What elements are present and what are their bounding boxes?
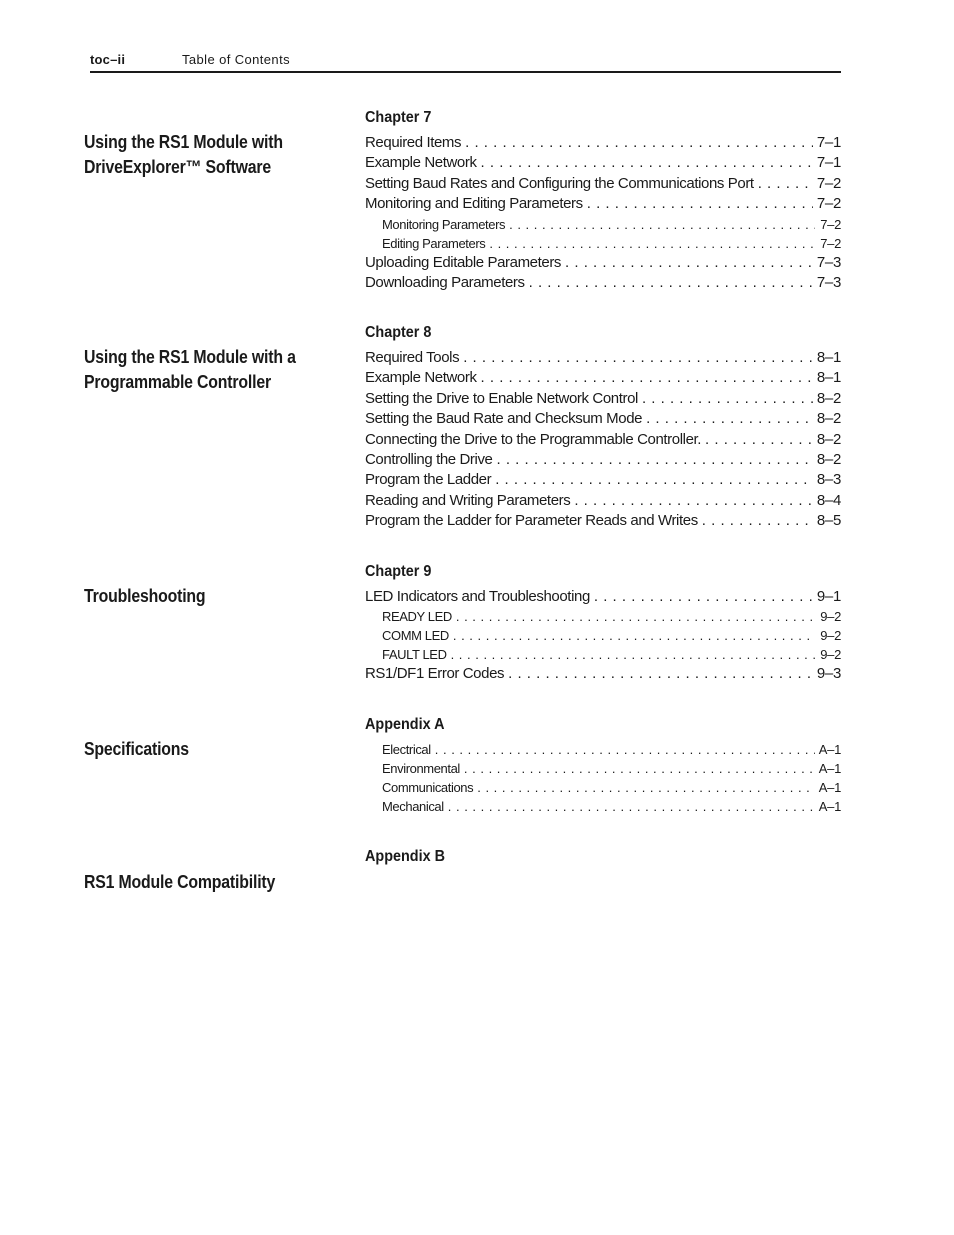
toc-entry-label: Program the Ladder for Parameter Reads and Writes: [365, 512, 698, 530]
leader-dots: [448, 797, 815, 816]
toc-entry-label: Setting the Baud Rate and Checksum Mode: [365, 410, 643, 428]
toc-entry[interactable]: [365, 348, 841, 368]
toc-entry[interactable]: [365, 470, 841, 490]
toc-subentry[interactable]: [365, 740, 841, 759]
toc-entry-page: 7–2: [816, 195, 841, 213]
toc-entry-page: 9–1: [816, 588, 841, 605]
toc-entry-label: Communications: [382, 780, 474, 795]
toc-entry-label: READY LED: [382, 609, 452, 625]
toc-subentry[interactable]: [365, 626, 841, 645]
toc-entry-page: 7–2: [820, 235, 841, 251]
toc-entry[interactable]: [365, 430, 841, 450]
toc-entry-label: Connecting the Drive to the Programmable Controller.: [365, 430, 702, 448]
leader-dots: [758, 174, 813, 194]
header-title: Table of Contents: [182, 52, 290, 67]
toc-entry-page: A–1: [818, 761, 841, 776]
toc-entry-label: Environmental: [382, 761, 460, 776]
leader-dots: [574, 491, 813, 511]
toc-entry[interactable]: [365, 664, 841, 684]
toc-entry-label: Example Network: [365, 154, 477, 172]
chapter-heading: Appendix B: [365, 848, 446, 865]
section-title: [84, 737, 313, 762]
leader-dots: [489, 234, 815, 253]
leader-dots: [495, 470, 813, 490]
toc-entry-label: Setting Baud Rates and Configuring the Communications Port: [365, 174, 754, 192]
toc-subentry[interactable]: [365, 607, 841, 626]
toc-entry-page: A–1: [818, 799, 841, 814]
toc-entry-page: 8–2: [816, 389, 841, 407]
toc-entry[interactable]: [365, 368, 841, 388]
leader-dots: [565, 253, 813, 273]
page-number: toc–ii: [90, 52, 126, 67]
leader-dots: [481, 153, 813, 173]
section-title-line: Using the RS1 Module with: [84, 132, 283, 152]
leader-dots: [463, 348, 813, 368]
toc-entry[interactable]: [365, 253, 841, 273]
chapter-heading: Chapter 7: [365, 109, 432, 126]
toc-entry-page: 7–3: [816, 253, 841, 271]
toc-subentry[interactable]: [365, 778, 841, 797]
toc-entry-page: 7–2: [816, 174, 841, 192]
leader-dots: [587, 194, 813, 214]
toc-entry-page: 8–4: [816, 491, 841, 509]
toc-subentry[interactable]: [365, 759, 841, 778]
toc-entry-label: Controlling the Drive: [365, 450, 493, 468]
page-header: [90, 52, 841, 73]
toc-entry-list: [365, 587, 841, 685]
leader-dots: [481, 368, 813, 388]
leader-dots: [465, 133, 813, 153]
toc-subentry[interactable]: [365, 215, 841, 234]
toc-entry-page: 7–1: [816, 154, 841, 172]
section-title: [84, 870, 313, 895]
leader-dots: [477, 778, 815, 797]
toc-entry-list: [365, 740, 841, 816]
toc-entry-page: 9–2: [820, 609, 841, 625]
leader-dots: [497, 450, 813, 470]
toc-entry-label: COMM LED: [382, 628, 449, 644]
leader-dots: [509, 215, 815, 234]
leader-dots: [702, 511, 813, 531]
toc-entry-page: 7–1: [816, 134, 841, 151]
toc-entry-label: FAULT LED: [382, 647, 447, 663]
section-title-line: RS1 Module Compatibility: [84, 872, 276, 892]
toc-entry[interactable]: [365, 587, 841, 607]
chapter-heading: Appendix A: [365, 716, 445, 733]
section-title-line: Programmable Controller: [84, 372, 271, 392]
toc-subentry[interactable]: [365, 797, 841, 816]
toc-entry-page: 8–2: [816, 450, 841, 468]
toc-entry[interactable]: [365, 273, 841, 293]
section-title-line: Specifications: [84, 739, 189, 759]
toc-entry-page: 8–2: [816, 410, 841, 428]
toc-entry[interactable]: [365, 409, 841, 429]
leader-dots: [594, 587, 813, 607]
chapter-heading: Chapter 9: [365, 563, 432, 580]
toc-entry[interactable]: [365, 450, 841, 470]
section-title-line: DriveExplorer™ Software: [84, 157, 271, 177]
toc-entry-label: Required Items: [365, 134, 462, 151]
section-title: [84, 345, 313, 395]
toc-entry[interactable]: [365, 194, 841, 214]
toc-entry-label: Uploading Editable Parameters: [365, 253, 562, 271]
toc-entry[interactable]: [365, 174, 841, 194]
leader-dots: [456, 607, 815, 626]
leader-dots: [451, 645, 815, 664]
toc-entry-list: [365, 348, 841, 532]
toc-entry-label: Program the Ladder: [365, 471, 492, 489]
leader-dots: [529, 273, 813, 293]
toc-entry-label: Required Tools: [365, 349, 460, 366]
toc-entry-page: 8–5: [816, 512, 841, 530]
leader-dots: [508, 664, 813, 684]
toc-entry-page: 8–2: [816, 430, 841, 448]
leader-dots: [453, 626, 815, 645]
leader-dots: [646, 409, 813, 429]
chapter-heading: Chapter 8: [365, 324, 432, 341]
toc-entry-page: A–1: [818, 780, 841, 795]
section-title-line: Using the RS1 Module with a: [84, 347, 296, 367]
toc-entry-label: Example Network: [365, 369, 477, 387]
toc-entry-label: Setting the Drive to Enable Network Control: [365, 389, 638, 407]
toc-entry-list: [365, 133, 841, 293]
toc-entry-label: Mechanical: [382, 799, 444, 814]
toc-entry[interactable]: [365, 491, 841, 511]
toc-entry[interactable]: [365, 511, 841, 531]
section-title: [84, 584, 313, 609]
toc-entry-page: 9–2: [820, 647, 841, 663]
toc-entry[interactable]: [365, 389, 841, 409]
toc-subentry[interactable]: [365, 645, 841, 664]
section-title: [84, 130, 313, 180]
toc-entry-label: Electrical: [382, 742, 431, 757]
toc-entry[interactable]: [365, 133, 841, 153]
toc-subentry[interactable]: [365, 234, 841, 253]
toc-entry-label: Reading and Writing Parameters: [365, 491, 571, 509]
toc-entry-page: 8–3: [816, 471, 841, 489]
toc-entry-page: 8–1: [816, 369, 841, 387]
toc-entry-page: 8–1: [816, 349, 841, 366]
toc-entry-page: 9–3: [816, 665, 841, 683]
section-title-line: Troubleshooting: [84, 586, 206, 606]
leader-dots: [705, 430, 813, 450]
toc-entry-page: 7–3: [816, 273, 841, 291]
leader-dots: [435, 740, 815, 759]
toc-entry-page: 7–2: [820, 216, 841, 232]
toc-entry-label: RS1/DF1 Error Codes: [365, 665, 505, 683]
toc-entry-page: 9–2: [820, 628, 841, 644]
leader-dots: [642, 389, 813, 409]
toc-entry-label: LED Indicators and Troubleshooting: [365, 588, 590, 605]
leader-dots: [464, 759, 815, 778]
toc-entry[interactable]: [365, 153, 841, 173]
toc-entry-label: Downloading Parameters: [365, 273, 525, 291]
toc-entry-label: Monitoring and Editing Parameters: [365, 195, 583, 213]
toc-entry-page: A–1: [818, 742, 841, 757]
toc-entry-label: Monitoring Parameters: [382, 216, 506, 232]
toc-entry-label: Editing Parameters: [382, 235, 486, 251]
